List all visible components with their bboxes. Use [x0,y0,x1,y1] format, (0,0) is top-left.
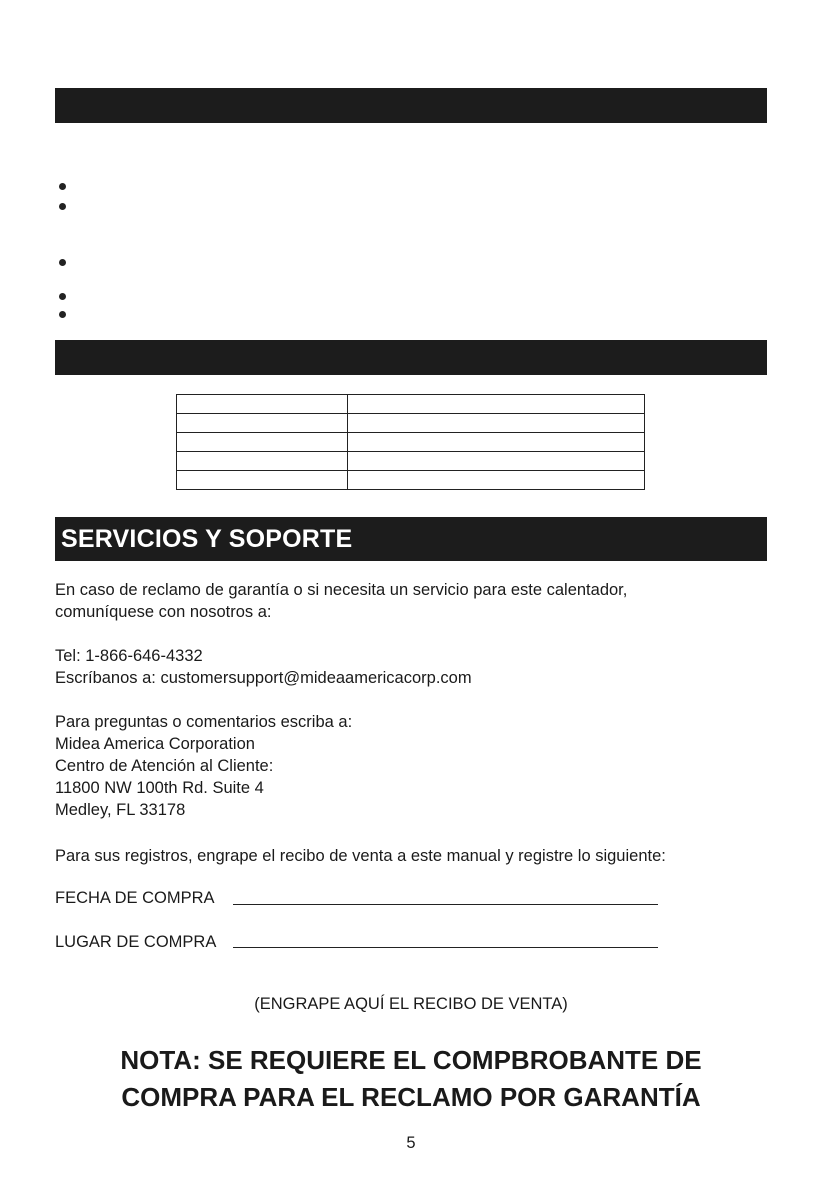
questions-label: Para preguntas o comentarios escriba a: [55,713,353,731]
table-cell [348,452,645,471]
intro-text-line2: comuníquese con nosotros a: [55,603,272,621]
purchase-place-label: LUGAR DE COMPRA [55,933,217,951]
bullet-marker [59,293,66,300]
section-header-bar [55,340,767,375]
table-row [177,395,645,414]
purchase-place-line [233,947,658,948]
table-cell [348,395,645,414]
purchase-date-line [233,904,658,905]
address-company: Midea America Corporation [55,735,255,753]
bullet-marker [59,311,66,318]
staple-note: (ENGRAPE AQUÍ EL RECIBO DE VENTA) [254,995,568,1013]
section-header-service [55,517,767,561]
address-department: Centro de Atención al Cliente: [55,757,274,775]
table-row [177,452,645,471]
table-row [177,414,645,433]
warranty-note-line2: COMPRA PARA EL RECLAMO POR GARANTÍA [121,1082,701,1112]
table-cell [348,471,645,490]
bullet-marker [59,203,66,210]
section-header-bar [55,88,767,123]
records-note: Para sus registros, engrape el recibo de venta a este manual y registre lo siguiente: [55,847,666,865]
support-email: Escríbanos a: customersupport@mideaamericacorp.com [55,669,472,687]
warranty-note [0,1042,822,1116]
table-cell [177,395,348,414]
intro-text-line1: En caso de reclamo de garantía o si necesita un servicio para este calentador, [55,581,628,599]
bullet-marker [59,259,66,266]
address-city: Medley, FL 33178 [55,801,186,819]
table-cell [348,414,645,433]
page-number: 5 [406,1134,416,1152]
address-street: 11800 NW 100th Rd. Suite 4 [55,779,264,797]
purchase-date-label: FECHA DE COMPRA [55,889,215,907]
table-cell [348,433,645,452]
table-cell [177,452,348,471]
table-cell [177,414,348,433]
phone-number: Tel: 1-866-646-4332 [55,647,203,665]
table-cell [177,433,348,452]
table-row [177,433,645,452]
bullet-marker [59,183,66,190]
spec-table [176,394,645,490]
table-cell [177,471,348,490]
table-row [177,471,645,490]
section-title: SERVICIOS Y SOPORTE [61,525,353,553]
warranty-note-line1: NOTA: SE REQUIERE EL COMPBROBANTE DE [120,1045,702,1075]
